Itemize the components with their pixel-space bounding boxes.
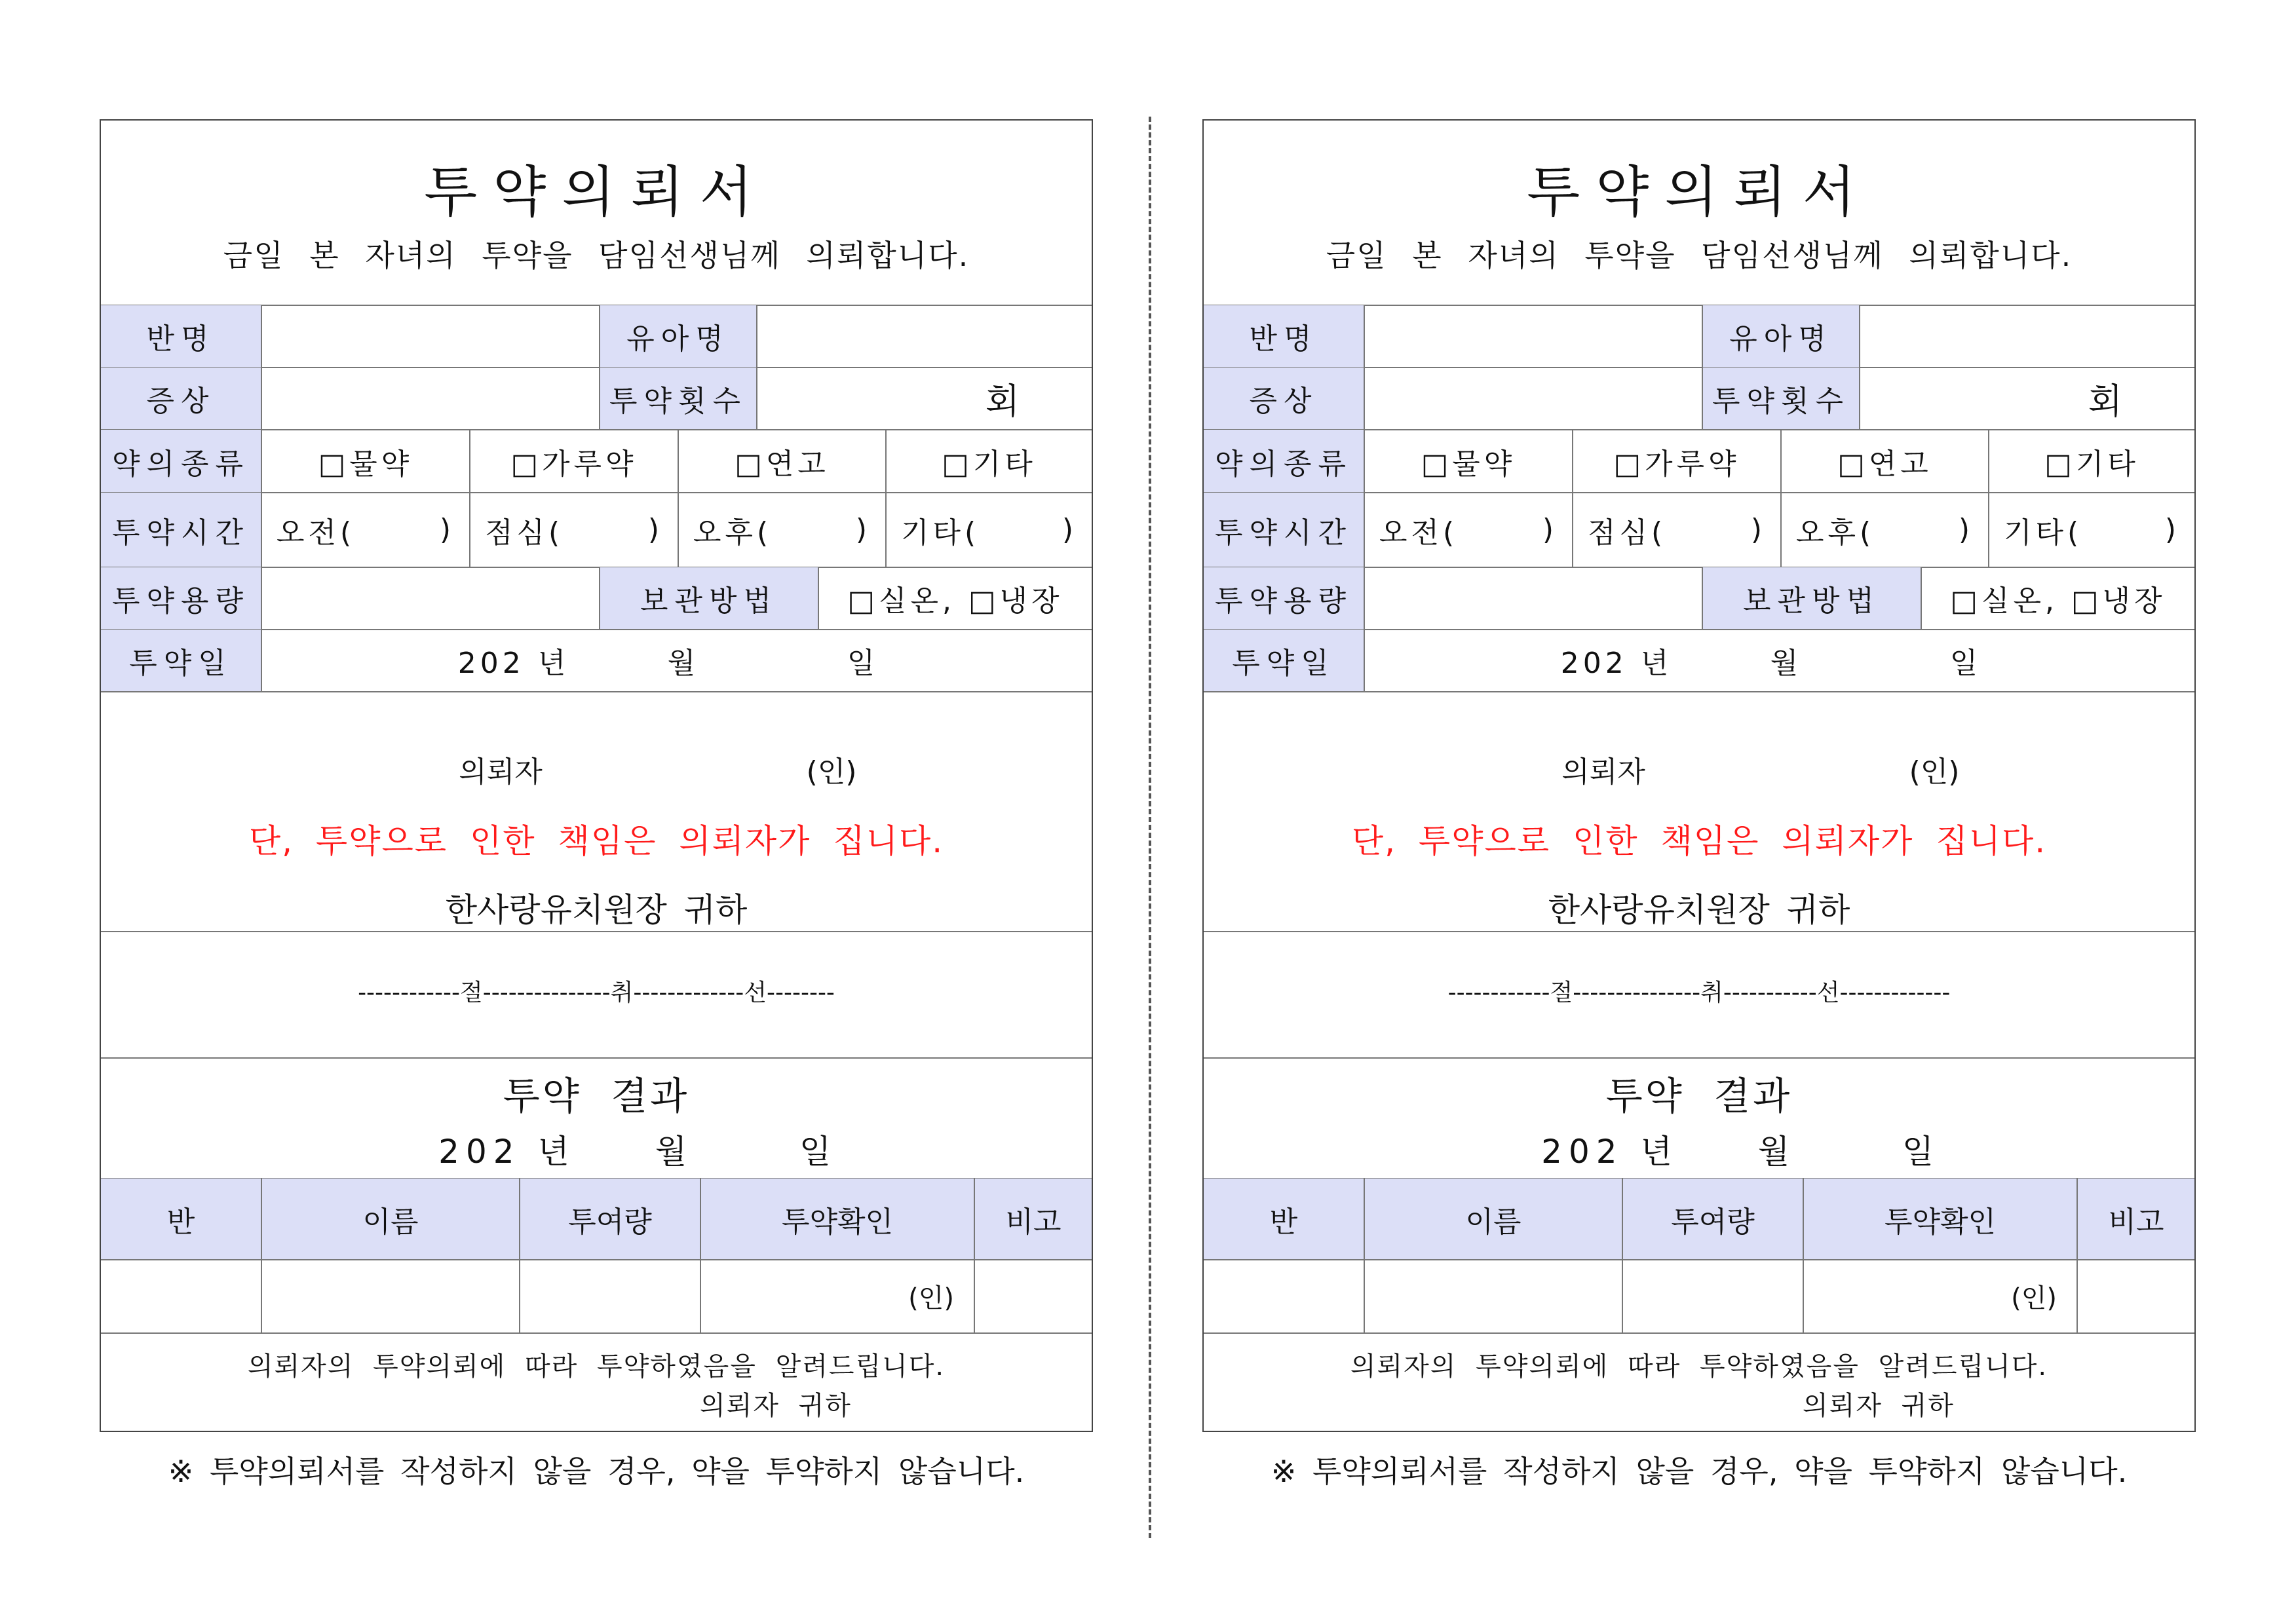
text-span: 오전( <box>1379 516 1459 550</box>
option-liquid-checkbox[interactable]: □물약 <box>318 447 413 481</box>
result-confirm-seal[interactable]: (인) <box>2011 1283 2057 1313</box>
text-span: 오후( <box>1796 516 1875 550</box>
text-span: 오후( <box>693 516 773 550</box>
text-span: ) <box>2164 513 2180 546</box>
dose-amount-field[interactable] <box>262 567 599 629</box>
label-medicine-type: 약의종류 <box>101 430 261 492</box>
text-span: ) <box>1062 513 1077 546</box>
cut-line-text: ------------절---------------취-----------선------------- <box>1447 979 1951 1006</box>
result-header-class: 반 <box>1269 1205 1298 1239</box>
result-date-month[interactable]: 월 <box>1757 1133 1790 1171</box>
text-span: ) <box>1958 513 1974 546</box>
grid-line-horizontal <box>1204 931 2194 932</box>
child-name-field[interactable] <box>757 305 1092 367</box>
requester-seal[interactable]: (인) <box>1909 755 1960 789</box>
label-dose-amount: 투약용량 <box>1204 567 1364 629</box>
dose-date-day[interactable]: 일 <box>1949 647 1978 680</box>
recipient-line: 한사랑유치원장 귀하 <box>1548 891 1850 929</box>
option-ointment-checkbox[interactable]: □연고 <box>1837 447 1932 481</box>
result-class-field[interactable] <box>1204 1260 1364 1332</box>
result-note-field[interactable] <box>2078 1260 2194 1332</box>
result-header-confirm: 투약확인 <box>781 1205 893 1239</box>
option-ointment-checkbox[interactable]: □연고 <box>735 447 830 481</box>
result-header-confirm: 투약확인 <box>1884 1205 1996 1239</box>
label-symptom: 증상 <box>101 368 261 429</box>
time-morning-field[interactable] <box>262 493 469 567</box>
dose-count-field[interactable]: 회 <box>2088 380 2122 422</box>
result-header-name: 이름 <box>362 1205 419 1239</box>
recipient-line: 한사랑유치원장 귀하 <box>445 891 748 929</box>
storage-options-checkboxes[interactable]: □실온, □냉장 <box>847 584 1063 618</box>
bottom-note: ※ 투약의뢰서를 작성하지 않을 경우, 약을 투약하지 않습니다. <box>168 1454 1025 1489</box>
result-date-year[interactable]: 202 년 <box>1541 1133 1679 1171</box>
form-border <box>1202 119 2196 1432</box>
option-powder-checkbox[interactable]: □가루약 <box>1613 447 1740 481</box>
result-note-field[interactable] <box>975 1260 1092 1332</box>
label-dose-amount: 투약용량 <box>101 567 261 629</box>
grid-line-horizontal <box>101 691 1092 692</box>
responsibility-warning: 단, 투약으로 인한 책임은 의뢰자가 집니다. <box>248 822 944 860</box>
time-afternoon-field[interactable] <box>679 493 885 567</box>
dose-date-year[interactable]: 202 년 <box>457 647 570 680</box>
result-date-day[interactable]: 일 <box>799 1133 832 1171</box>
result-name-field[interactable] <box>1365 1260 1622 1332</box>
form-title: 투약의뢰서 <box>1527 160 1871 224</box>
result-name-field[interactable] <box>262 1260 519 1332</box>
label-dose-count: 투약횟수 <box>600 368 756 429</box>
grid-line-horizontal <box>1204 691 2194 692</box>
text-span: 점심( <box>1588 516 1667 550</box>
result-title: 투약 결과 <box>1605 1074 1793 1118</box>
result-notice-text: 의뢰자의 투약의뢰에 따라 투약하였음을 알려드립니다. <box>1350 1351 2048 1382</box>
result-header-note: 비고 <box>1005 1205 1062 1239</box>
dose-date-month[interactable]: 월 <box>667 647 696 680</box>
requester-label: 의뢰자 <box>1561 755 1645 789</box>
grid-line-horizontal <box>1204 1332 2194 1334</box>
symptom-field[interactable] <box>262 368 595 429</box>
class-name-field[interactable] <box>1365 305 1698 367</box>
result-date-day[interactable]: 일 <box>1902 1133 1934 1171</box>
option-powder-checkbox[interactable]: □가루약 <box>510 447 638 481</box>
cut-line-text: ------------절---------------취-------------선-------- <box>358 979 835 1006</box>
requester-seal[interactable]: (인) <box>806 755 857 789</box>
dose-amount-field[interactable] <box>1365 567 1702 629</box>
grid-line-horizontal <box>101 931 1092 932</box>
grid-line-horizontal <box>1204 1057 2194 1059</box>
result-amount-field[interactable] <box>520 1260 700 1332</box>
label-storage-method: 보관방법 <box>600 567 818 629</box>
symptom-field[interactable] <box>1365 368 1698 429</box>
result-header-amount: 투여량 <box>568 1205 652 1239</box>
result-header-name: 이름 <box>1465 1205 1521 1239</box>
text-span: ) <box>1750 513 1766 546</box>
label-symptom: 증상 <box>1204 368 1364 429</box>
text-span: 기타( <box>2004 516 2083 550</box>
grid-line-horizontal <box>101 1332 1092 1334</box>
result-confirm-seal[interactable]: (인) <box>908 1283 954 1313</box>
result-header-class: 반 <box>166 1205 195 1239</box>
class-name-field[interactable] <box>262 305 595 367</box>
result-class-field[interactable] <box>101 1260 261 1332</box>
form-subtitle: 금일 본 자녀의 투약을 담임선생님께 의뢰합니다. <box>223 238 970 273</box>
result-header-note: 비고 <box>2108 1205 2164 1239</box>
label-dose-count: 투약횟수 <box>1703 368 1859 429</box>
form-title: 투약의뢰서 <box>424 160 769 224</box>
result-title: 투약 결과 <box>503 1074 690 1118</box>
label-storage-method: 보관방법 <box>1703 567 1921 629</box>
text-span: ) <box>855 513 871 546</box>
form-subtitle: 금일 본 자녀의 투약을 담임선생님께 의뢰합니다. <box>1326 238 2073 273</box>
dose-count-field[interactable]: 회 <box>985 380 1020 422</box>
form-border <box>100 119 1093 1432</box>
result-amount-field[interactable] <box>1623 1260 1803 1332</box>
result-notice-text: 의뢰자의 투약의뢰에 따라 투약하였음을 알려드립니다. <box>247 1351 946 1382</box>
label-dose-time: 투약시간 <box>101 493 261 567</box>
dose-date-year[interactable]: 202 년 <box>1560 647 1673 680</box>
time-afternoon-field[interactable] <box>1782 493 1988 567</box>
time-other-field[interactable] <box>1989 493 2194 567</box>
text-span: ) <box>439 513 455 546</box>
time-morning-field[interactable] <box>1365 493 1572 567</box>
bottom-note: ※ 투약의뢰서를 작성하지 않을 경우, 약을 투약하지 않습니다. <box>1271 1454 2128 1489</box>
grid-line-horizontal <box>101 1057 1092 1059</box>
dose-date-day[interactable]: 일 <box>847 647 875 680</box>
label-dose-time: 투약시간 <box>1204 493 1364 567</box>
label-class-name: 반명 <box>1204 305 1364 367</box>
text-span: ) <box>1542 513 1558 546</box>
text-span: 오전( <box>277 516 356 550</box>
label-class-name: 반명 <box>101 305 261 367</box>
label-dose-date: 투약일 <box>1204 630 1364 691</box>
result-header-amount: 투여량 <box>1671 1205 1755 1239</box>
responsibility-warning: 단, 투약으로 인한 책임은 의뢰자가 집니다. <box>1351 822 2047 860</box>
time-lunch-field[interactable] <box>1573 493 1780 567</box>
child-name-field[interactable] <box>1860 305 2194 367</box>
dose-date-month[interactable]: 월 <box>1770 647 1799 680</box>
label-medicine-type: 약의종류 <box>1204 430 1364 492</box>
time-other-field[interactable] <box>887 493 1092 567</box>
option-liquid-checkbox[interactable]: □물약 <box>1421 447 1516 481</box>
requester-label: 의뢰자 <box>459 755 543 789</box>
time-lunch-field[interactable] <box>470 493 678 567</box>
label-child-name: 유아명 <box>600 305 756 367</box>
result-notice-recipient: 의뢰자 귀하 <box>700 1390 852 1421</box>
text-span: 기타( <box>901 516 980 550</box>
result-notice-recipient: 의뢰자 귀하 <box>1803 1390 1955 1421</box>
label-child-name: 유아명 <box>1703 305 1859 367</box>
result-date-year[interactable]: 202 년 <box>438 1133 576 1171</box>
option-other-checkbox[interactable]: □기타 <box>942 447 1037 481</box>
result-date-month[interactable]: 월 <box>655 1133 687 1171</box>
text-span: ) <box>647 513 663 546</box>
storage-options-checkboxes[interactable]: □실온, □냉장 <box>1950 584 2166 618</box>
cut-divider-line <box>1149 117 1151 1538</box>
text-span: 점심( <box>485 516 564 550</box>
option-other-checkbox[interactable]: □기타 <box>2044 447 2139 481</box>
label-dose-date: 투약일 <box>101 630 261 691</box>
